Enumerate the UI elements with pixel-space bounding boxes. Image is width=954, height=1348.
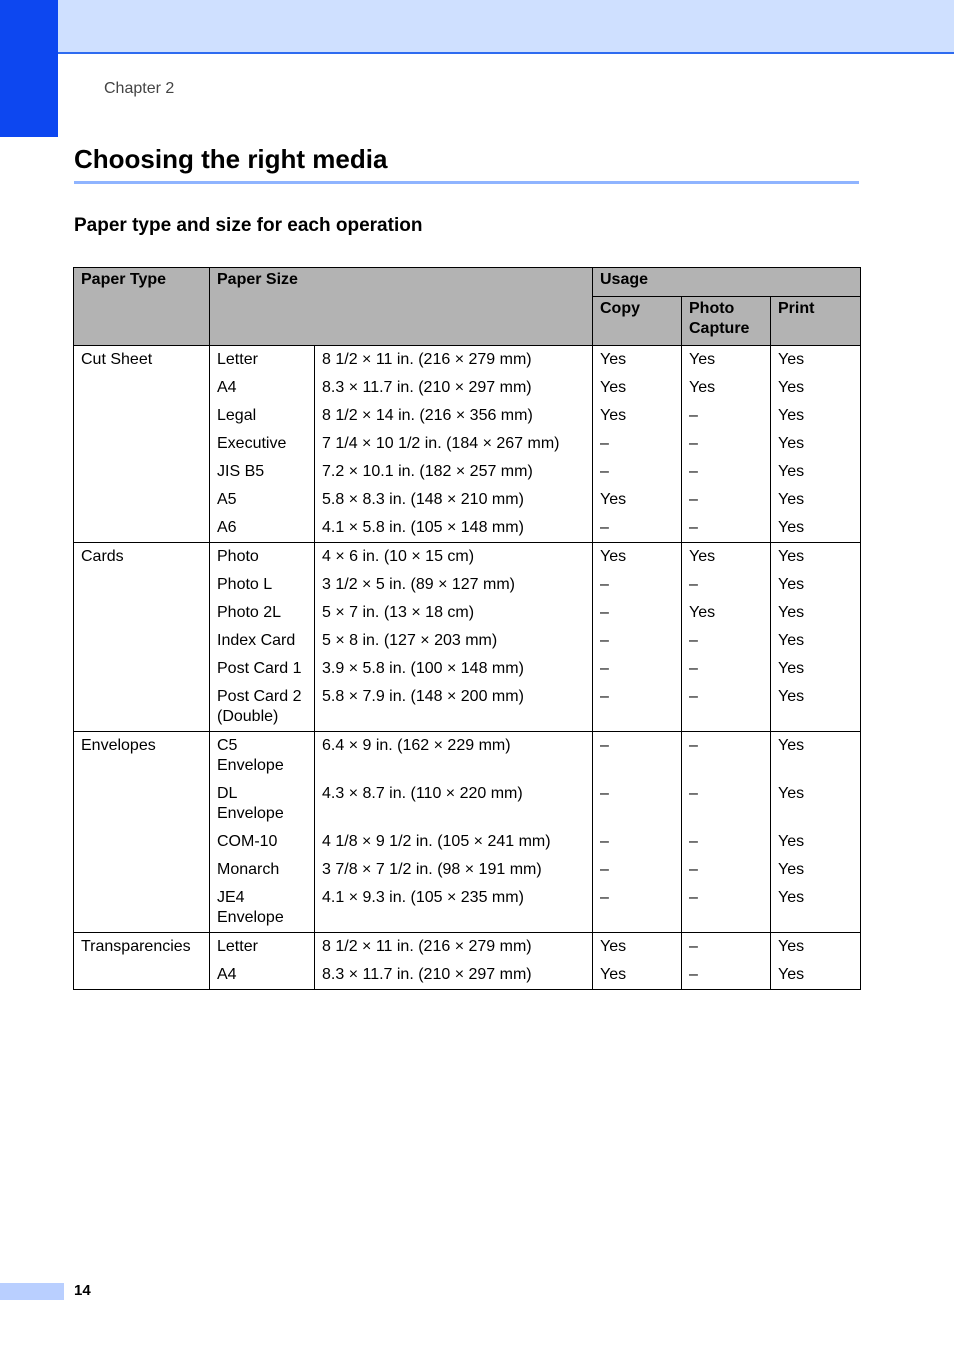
usage-print: Yes (778, 785, 805, 802)
paper-size-name: Photo 2L (217, 604, 282, 621)
header-paper-type: Paper Type (74, 268, 210, 346)
paper-size-dimensions: 8 1/2 × 14 in. (216 × 356 mm) (322, 407, 533, 424)
paper-size-dimensions: 5.8 × 7.9 in. (148 × 200 mm) (322, 688, 524, 705)
usage-copy: – (600, 889, 609, 906)
paper-size-dimensions: 3.9 × 5.8 in. (100 × 148 mm) (322, 660, 524, 677)
footer-bar (0, 1283, 64, 1300)
paper-size-dimensions: 7 1/4 × 10 1/2 in. (184 × 267 mm) (322, 435, 560, 452)
usage-photo-capture-cell (682, 346, 771, 543)
paper-size-dimensions: 8.3 × 11.7 in. (210 × 297 mm) (322, 966, 532, 983)
usage-print: Yes (778, 407, 805, 424)
table-row (74, 543, 861, 732)
header-band (0, 0, 954, 54)
usage-photo-capture: – (689, 632, 698, 649)
paper-size-dimensions-cell (315, 933, 593, 990)
usage-photo-capture: – (689, 833, 698, 850)
usage-copy: Yes (600, 379, 627, 396)
usage-print: Yes (778, 966, 805, 983)
usage-print-cell (771, 346, 861, 543)
usage-photo-capture: Yes (689, 351, 716, 368)
usage-photo-capture-cell (682, 732, 771, 933)
usage-photo-capture: – (689, 576, 698, 593)
usage-copy: Yes (600, 548, 627, 565)
usage-print: Yes (778, 604, 805, 621)
usage-copy: – (600, 785, 609, 802)
paper-size-dimensions: 8 1/2 × 11 in. (216 × 279 mm) (322, 351, 532, 368)
usage-copy-cell (593, 346, 682, 543)
usage-print: Yes (778, 463, 805, 480)
paper-size-dimensions: 4 × 6 in. (10 × 15 cm) (322, 548, 475, 565)
paper-size-dimensions: 8.3 × 11.7 in. (210 × 297 mm) (322, 379, 532, 396)
usage-print-cell (771, 933, 861, 990)
media-table-body (74, 346, 861, 990)
header-print: Print (771, 297, 861, 346)
table-row (74, 933, 861, 990)
paper-type-cell: Cards (74, 543, 210, 732)
usage-photo-capture: – (689, 519, 698, 536)
paper-size-name: Executive (217, 435, 287, 452)
usage-photo-capture: – (689, 491, 698, 508)
paper-size-name-cell (210, 933, 315, 990)
paper-size-name: Monarch (217, 861, 280, 878)
usage-print: Yes (778, 491, 805, 508)
usage-photo-capture: – (689, 463, 698, 480)
paper-size-name: Letter (217, 938, 258, 955)
paper-size-name: A4 (217, 379, 237, 396)
media-table (73, 267, 861, 990)
usage-print: Yes (778, 548, 805, 565)
paper-type-cell: Cut Sheet (74, 346, 210, 543)
usage-print: Yes (778, 660, 805, 677)
paper-size-dimensions: 6.4 × 9 in. (162 × 229 mm) (322, 737, 511, 754)
table-row (74, 346, 861, 543)
table-row (74, 732, 861, 933)
usage-copy-cell (593, 933, 682, 990)
usage-photo-capture: Yes (689, 604, 716, 621)
paper-size-name: A4 (217, 966, 237, 983)
paper-size-name: Photo (217, 548, 259, 565)
paper-size-dimensions-cell (315, 732, 593, 933)
usage-print: Yes (778, 435, 805, 452)
header-copy: Copy (593, 297, 682, 346)
header-paper-size: Paper Size (210, 268, 593, 346)
usage-print-cell (771, 543, 861, 732)
paper-size-dimensions-cell (315, 543, 593, 732)
paper-size-name: Post Card 1 (217, 660, 302, 677)
paper-type-cell: Transparencies (74, 933, 210, 990)
usage-photo-capture: – (689, 938, 698, 955)
usage-copy: – (600, 463, 609, 480)
usage-print: Yes (778, 632, 805, 649)
usage-photo-capture-cell (682, 933, 771, 990)
paper-size-name: A5 (217, 491, 237, 508)
usage-print: Yes (778, 351, 805, 368)
paper-size-name-cell (210, 543, 315, 732)
paper-size-name: JIS B5 (217, 463, 265, 480)
usage-print: Yes (778, 688, 805, 705)
usage-copy: Yes (600, 351, 627, 368)
title-rule (74, 181, 859, 184)
chapter-tab (0, 0, 58, 137)
paper-size-dimensions: 8 1/2 × 11 in. (216 × 279 mm) (322, 938, 532, 955)
usage-copy: – (600, 519, 609, 536)
usage-copy: – (600, 861, 609, 878)
usage-copy: – (600, 688, 609, 705)
usage-print: Yes (778, 889, 805, 906)
usage-print: Yes (778, 861, 805, 878)
usage-copy: – (600, 576, 609, 593)
usage-photo-capture: Yes (689, 379, 716, 396)
usage-print: Yes (778, 737, 805, 754)
usage-photo-capture: – (689, 889, 698, 906)
paper-size-dimensions: 4 1/8 × 9 1/2 in. (105 × 241 mm) (322, 833, 551, 850)
usage-photo-capture: – (689, 737, 698, 754)
usage-copy: – (600, 660, 609, 677)
usage-photo-capture: – (689, 407, 698, 424)
paper-size-name: Index Card (217, 632, 296, 649)
usage-photo-capture: – (689, 435, 698, 452)
paper-size-name: Letter (217, 351, 258, 368)
usage-photo-capture: – (689, 660, 698, 677)
paper-size-name: Post Card 2 (Double) (217, 688, 302, 725)
paper-size-name: Legal (217, 407, 257, 424)
paper-size-dimensions: 5 × 8 in. (127 × 203 mm) (322, 632, 498, 649)
paper-type-cell: Envelopes (74, 732, 210, 933)
paper-size-dimensions: 4.3 × 8.7 in. (110 × 220 mm) (322, 785, 523, 802)
usage-print: Yes (778, 519, 805, 536)
usage-print: Yes (778, 833, 805, 850)
page-number: 14 (74, 1282, 91, 1299)
usage-copy: Yes (600, 938, 627, 955)
usage-photo-capture: Yes (689, 548, 716, 565)
paper-size-dimensions: 3 1/2 × 5 in. (89 × 127 mm) (322, 576, 515, 593)
paper-size-name: JE4 Envelope (217, 889, 284, 926)
header-photo-capture: Photo Capture (682, 297, 771, 346)
paper-size-name: DL Envelope (217, 785, 284, 822)
usage-print: Yes (778, 379, 805, 396)
usage-photo-capture: – (689, 861, 698, 878)
usage-copy: – (600, 632, 609, 649)
paper-size-dimensions: 4.1 × 9.3 in. (105 × 235 mm) (322, 889, 524, 906)
usage-print: Yes (778, 938, 805, 955)
usage-copy: – (600, 737, 609, 754)
usage-copy-cell (593, 543, 682, 732)
usage-copy-cell (593, 732, 682, 933)
paper-size-dimensions-cell (315, 346, 593, 543)
paper-size-name: COM-10 (217, 833, 278, 850)
header-usage: Usage (593, 268, 861, 297)
paper-size-name-cell (210, 346, 315, 543)
paper-size-dimensions: 3 7/8 × 7 1/2 in. (98 × 191 mm) (322, 861, 542, 878)
usage-photo-capture: – (689, 688, 698, 705)
paper-size-name: C5 Envelope (217, 737, 284, 774)
usage-copy: Yes (600, 407, 627, 424)
paper-size-dimensions: 7.2 × 10.1 in. (182 × 257 mm) (322, 463, 533, 480)
usage-photo-capture: – (689, 966, 698, 983)
usage-copy: Yes (600, 491, 627, 508)
paper-size-dimensions: 4.1 × 5.8 in. (105 × 148 mm) (322, 519, 524, 536)
paper-size-name: Photo L (217, 576, 273, 593)
usage-copy: – (600, 604, 609, 621)
section-title: Paper type and size for each operation (74, 215, 423, 236)
usage-copy: Yes (600, 966, 627, 983)
usage-photo-capture-cell (682, 543, 771, 732)
page-title: Choosing the right media (74, 144, 388, 174)
paper-size-name: A6 (217, 519, 237, 536)
paper-size-dimensions: 5.8 × 8.3 in. (148 × 210 mm) (322, 491, 524, 508)
usage-photo-capture: – (689, 785, 698, 802)
usage-print-cell (771, 732, 861, 933)
usage-copy: – (600, 833, 609, 850)
usage-copy: – (600, 435, 609, 452)
usage-print: Yes (778, 576, 805, 593)
paper-size-dimensions: 5 × 7 in. (13 × 18 cm) (322, 604, 475, 621)
chapter-label: Chapter 2 (104, 80, 175, 97)
paper-size-name-cell (210, 732, 315, 933)
